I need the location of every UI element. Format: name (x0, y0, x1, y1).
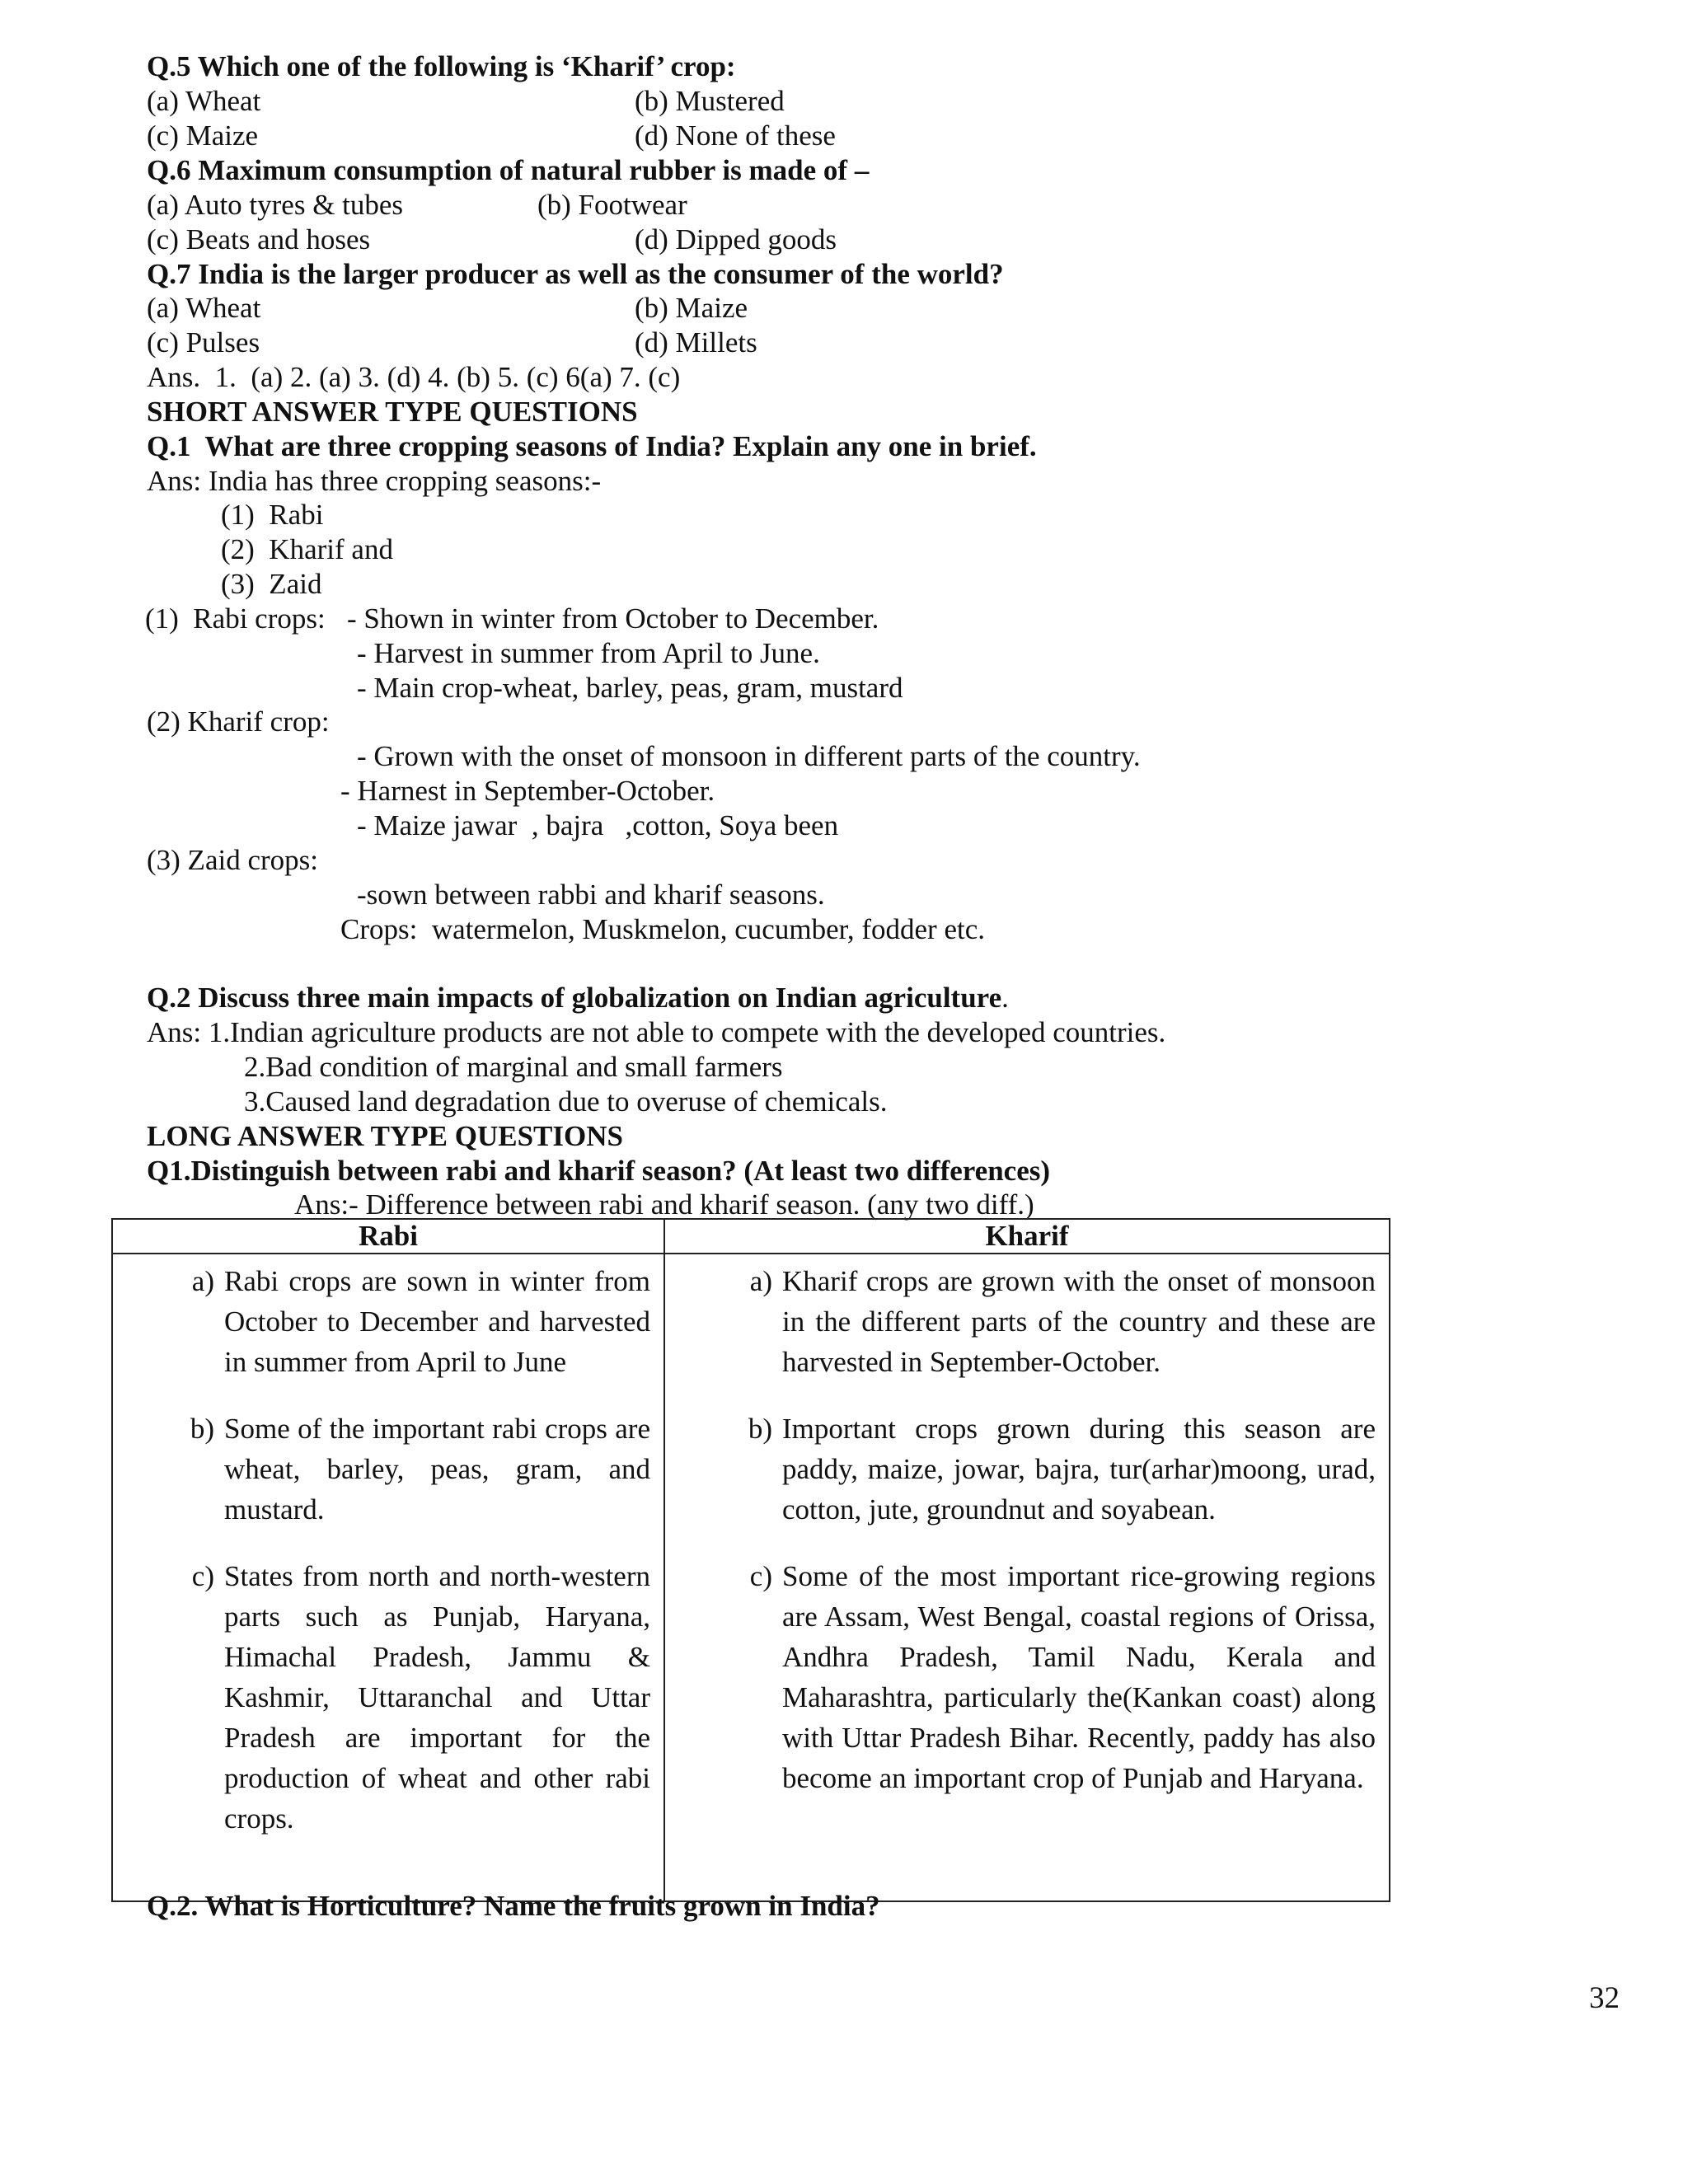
q6-question: Q.6 Maximum consumption of natural rubber is made of – (147, 154, 870, 186)
long-q2-question: Q.2. What is Horticulture? Name the fruits grown in India? (147, 1890, 880, 1922)
list-marker: c) (749, 1560, 772, 1592)
kharif-column-header: Kharif (664, 1219, 1390, 1254)
kharif-line: - Grown with the onset of monsoon in different parts of the country. (357, 740, 1141, 772)
q6-option-c: (c) Beats and hoses (147, 223, 371, 255)
list-marker: c) (191, 1560, 214, 1592)
q6-option-d: (d) Dipped goods (635, 223, 837, 255)
season-item: (3) Zaid (221, 568, 322, 600)
kharif-point-text: Kharif crops are grown with the onset of monsoon in the different parts of the country and these are harvested in September-October. (782, 1265, 1376, 1378)
q5-option-b: (b) Mustered (635, 85, 785, 117)
q5-option-d: (d) None of these (635, 120, 836, 152)
q7-option-c: (c) Pulses (147, 326, 260, 359)
long-q1-question: Q1.Distinguish between rabi and kharif season? (At least two differences) (147, 1155, 1051, 1187)
rabi-point (113, 1408, 650, 1530)
rabi-crops-label: (1) Rabi crops: (145, 602, 326, 635)
kharif-point-text: Important crops grown during this season are paddy, maize, jowar, bajra, tur(arhar)moong, urad, cotton, jute, groundnut and soyabean. (782, 1413, 1376, 1526)
long-answer-heading: LONG ANSWER TYPE QUESTIONS (147, 1120, 623, 1152)
mcq-answer-key: Ans. 1. (a) 2. (a) 3. (d) 4. (b) 5. (c) 6(a) 7. (c) (147, 361, 681, 393)
list-marker: b) (190, 1413, 214, 1445)
rabi-point-text: Some of the important rabi crops are wheat, barley, peas, gram, and mustard. (224, 1413, 650, 1526)
kharif-point (665, 1261, 1376, 1382)
q5-question: Q.5 Which one of the following is ‘Kharif’ crop: (147, 50, 736, 82)
zaid-crops-label: (3) Zaid crops: (147, 844, 318, 876)
rabi-line: - Main crop-wheat, barley, peas, gram, mustard (357, 672, 903, 704)
rabi-kharif-comparison-table (111, 1218, 1390, 1902)
globalization-impact: Ans: 1.Indian agriculture products are not able to compete with the developed countries. (147, 1016, 1166, 1048)
table-row (112, 1254, 1390, 1901)
list-marker: a) (191, 1265, 214, 1297)
short-q2-question-end: . (1001, 982, 1009, 1014)
rabi-point-text: States from north and north-western parts such as Punjab, Haryana, Himachal Pradesh, Jammu & Kashmir, Uttaranchal and Uttar Pradesh are important for the production of wheat and other rabi crops. (224, 1560, 650, 1835)
rabi-point-text: Rabi crops are sown in winter from October to December and harvested in summer from April to June (224, 1265, 650, 1378)
season-item: (1) Rabi (221, 499, 324, 531)
season-item: (2) Kharif and (221, 533, 393, 565)
kharif-point (665, 1556, 1376, 1798)
q7-option-a: (a) Wheat (147, 292, 261, 324)
kharif-line: - Maize jawar , bajra ,cotton, Soya been (357, 809, 839, 841)
rabi-line: - Harvest in summer from April to June. (357, 637, 820, 669)
globalization-impact: 3.Caused land degradation due to overuse of chemicals. (244, 1085, 888, 1118)
short-q2-question (147, 981, 1009, 1015)
q7-question: Q.7 India is the larger producer as well as the consumer of the world? (147, 258, 1004, 290)
globalization-impact: 2.Bad condition of marginal and small farmers (244, 1051, 783, 1083)
rabi-line: - Shown in winter from October to December. (347, 602, 879, 635)
zaid-line: -sown between rabbi and kharif seasons. (357, 879, 825, 911)
kharif-line: - Harnest in September-October. (340, 775, 715, 807)
zaid-line: Crops: watermelon, Muskmelon, cucumber, fodder etc. (340, 913, 985, 945)
kharif-crop-label: (2) Kharif crop: (147, 705, 330, 738)
long-q1-intro: Ans:- Difference between rabi and kharif season. (any two diff.) (294, 1188, 1034, 1221)
list-marker: a) (749, 1265, 772, 1297)
q7-option-d: (d) Millets (635, 326, 757, 359)
page-number: 32 (1589, 1981, 1620, 2015)
rabi-point (113, 1556, 650, 1839)
table-header-row (112, 1219, 1390, 1254)
q6-option-a: (a) Auto tyres & tubes (147, 189, 404, 221)
kharif-cell (664, 1254, 1390, 1901)
rabi-point (113, 1261, 650, 1382)
list-marker: b) (748, 1413, 772, 1445)
q5-option-c: (c) Maize (147, 120, 259, 152)
rabi-column-header: Rabi (112, 1219, 664, 1254)
short-q2-question-text: Q.2 Discuss three main impacts of globalization on Indian agriculture (147, 982, 1002, 1014)
q6-option-b: (b) Footwear (537, 189, 687, 221)
q5-option-a: (a) Wheat (147, 85, 261, 117)
rabi-cell (112, 1254, 664, 1901)
kharif-point-text: Some of the most important rice-growing regions are Assam, West Bengal, coastal regions of Orissa, Andhra Pradesh, Tamil Nadu, Kerala and Maharashtra, particularly the(Kankan coast) along with Uttar Pradesh Bihar. Recently, paddy has also become an important crop of Punjab and Haryana. (782, 1560, 1376, 1794)
short-q1-intro: Ans: India has three cropping seasons:- (147, 465, 602, 497)
short-q1-question: Q.1 What are three cropping seasons of India? Explain any one in brief. (147, 430, 1037, 462)
short-answer-heading: SHORT ANSWER TYPE QUESTIONS (147, 396, 638, 428)
q7-option-b: (b) Maize (635, 292, 748, 324)
kharif-point (665, 1408, 1376, 1530)
